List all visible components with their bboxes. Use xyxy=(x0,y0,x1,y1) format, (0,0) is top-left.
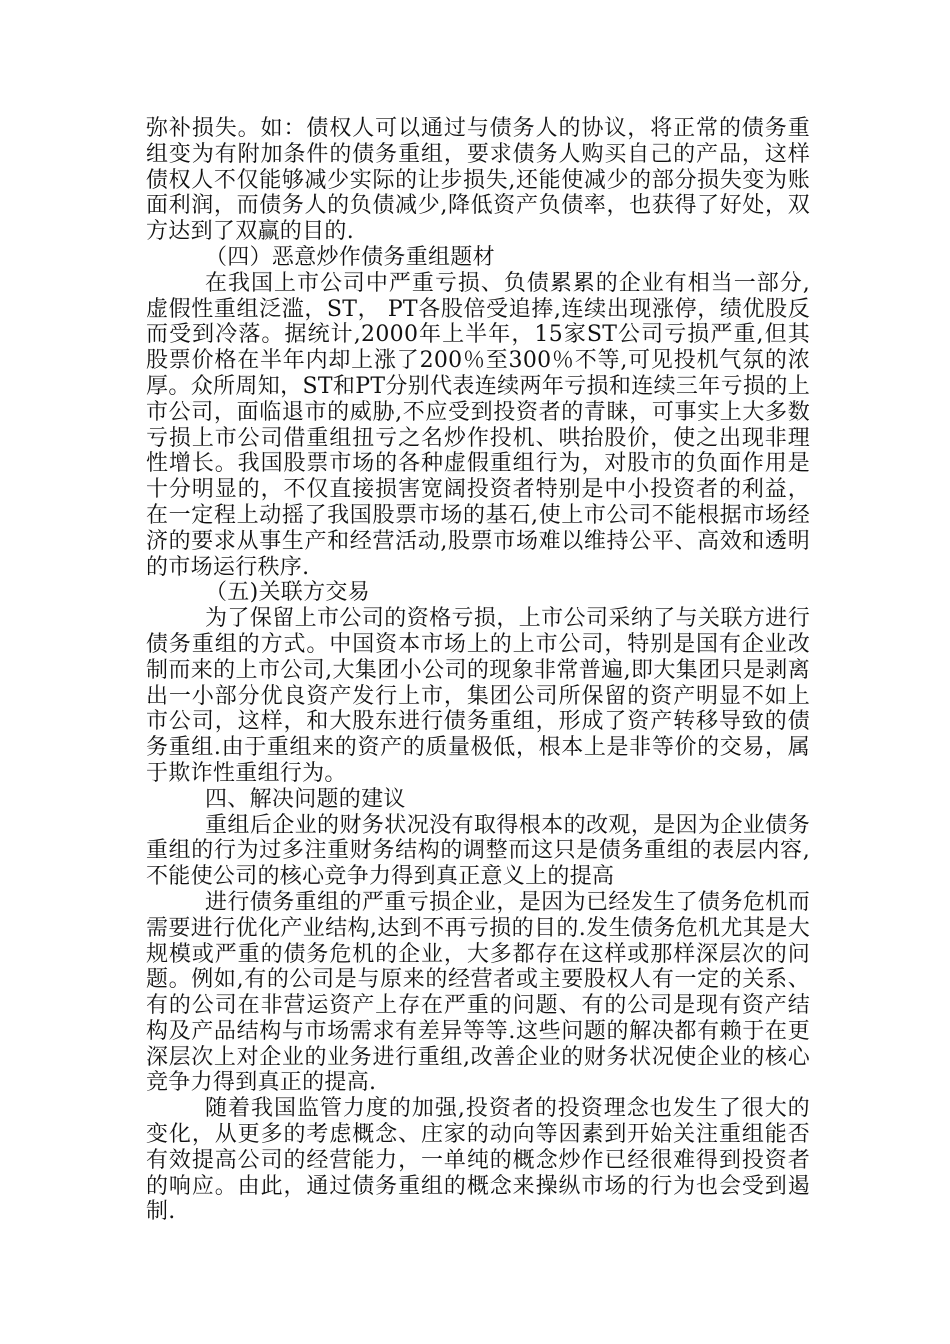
section-heading-4: （四）恶意炒作债务重组题材 xyxy=(205,244,495,270)
paragraph: 为了保留上市公司的资格亏损，上市公司采纳了与关联方进行债务重组的方式。中国资本市场上的上市公司，特别是国有企业改制而来的上市公司,大集团小公司的现象非常普遍,即大集团只是剥离出一小部分优良资产发行上市，集团公司所保留的资产明显不如上市公司，这样，和大股东进行债务重组，形成了资产转移导致的债务重组.由于重组来的资产的质量极低，根本上是非等价的交易，属于欺诈性重组行为。 xyxy=(146,606,810,786)
paragraph: 在我国上市公司中严重亏损、负债累累的企业有相当一部分,虚假性重组泛滥，ST， PT各股倍受追捧,连续出现涨停，绩优股反而受到冷落。据统计,2000年上半年，15家ST公司亏损严重,但其股票价格在半年内却上涨了200％至300％不等,可见投机气氛的浓厚。众所周知，ST和PT分别代表连续两年亏损和连续三年亏损的上市公司，面临退市的威胁,不应受到投资者的青睐，可事实上大多数亏损上市公司借重组扭亏之名炒作投机、哄抬股价，使之出现非理性增长。我国股票市场的各种虚假重组行为，对股市的负面作用是十分明显的，不仅直接损害宽阔投资者特别是中小投资者的利益，在一定程上动摇了我国股票市场的基石,使上市公司不能根据市场经济的要求从事生产和经营活动,股票市场难以维持公平、高效和透明的市场运行秩序. xyxy=(146,270,810,580)
section-heading-5: （五)关联方交易 xyxy=(205,580,370,606)
document-body xyxy=(146,116,810,1225)
section-heading-suggestions: 四、解决问题的建议 xyxy=(205,786,406,812)
paragraph-continuation: 弥补损失。如：债权人可以通过与债务人的协议，将正常的债务重组变为有附加条件的债务重组，要求债务人购买自己的产品，这样债权人不仅能够减少实际的让步损失,还能使减少的部分损失变为账面利润，而债务人的负债减少,降低资产负债率，也获得了好处，双方达到了双赢的目的. xyxy=(146,116,810,245)
paragraph: 重组后企业的财务状况没有取得根本的改观，是因为企业债务重组的行为过多注重财务结构的调整而这只是债务重组的表层内容,不能使公司的核心竞争力得到真正意义上的提高 xyxy=(146,812,810,890)
paragraph: 进行债务重组的严重亏损企业，是因为已经发生了债务危机而需要进行优化产业结构,达到不再亏损的目的.发生债务危机尤其是大规模或严重的债务危机的企业，大多都存在这样或那样深层次的问题。例如,有的公司是与原来的经营者或主要股权人有一定的关系、有的公司在非营运资产上存在严重的问题、有的公司是现有资产结构及产品结构与市场需求有差异等等.这些问题的解决都有赖于在更深层次上对企业的业务进行重组,改善企业的财务状况使企业的核心竞争力得到真正的提高. xyxy=(146,889,810,1096)
paragraph: 随着我国监管力度的加强,投资者的投资理念也发生了很大的变化，从更多的考虑概念、庄家的动向等因素到开始关注重组能否有效提高公司的经营能力，一单纯的概念炒作已经很难得到投资者的响应。由此，通过债务重组的概念来操纵市场的行为也会受到遏制. xyxy=(146,1096,810,1225)
